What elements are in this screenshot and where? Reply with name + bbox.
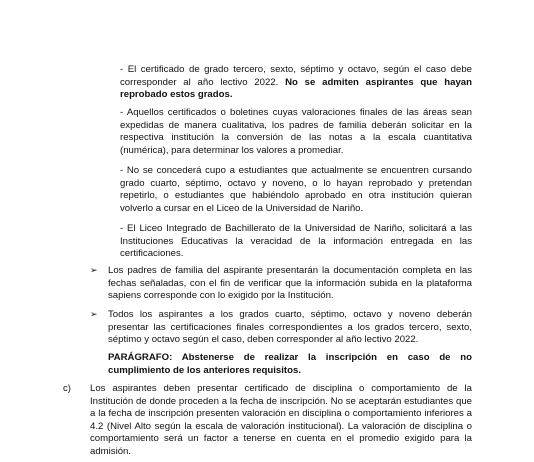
item-certificado-grados [120,64,472,102]
item-boletines: - Aquellos certificados o boletines cuyas valoraciones finales de las áreas sean expedidas de manera cualitativa, los padres de familia deberán solicitar en la respectiva institución la conversión de las notas a la escala cuantitativa (numérica), para determinar los valores a promediar. [120,107,472,156]
paragrafo-note [108,352,472,377]
bullet-arrow-icon: ➢ [90,310,98,320]
bullet-todos: Todos los aspirantes a los grados cuarto, séptimo, octavo y noveno deberán presentar las certificaciones finales correspondientes a los grados tercero, sexto, séptimo y octavo según el caso, deben corresponder al año lectivo 2022. [108,309,472,346]
bullet-arrow-icon: ➢ [90,266,98,276]
item-cupo: - No se concederá cupo a estudiantes que actualmente se encuentren cursando grado cuarto, séptimo, octavo y noveno, o lo hayan reprobado y pretendan repetirlo, o estudiantes que habiéndolo aprobado en otra institución quieran volverlo a cursar en el Liceo de la Universidad de Nariño. [120,165,472,214]
paragrafo-text: PARÁGRAFO: Abstenerse de realizar la inscripción en caso de no cumplimiento de los anteriores requisitos. [108,352,472,376]
item-liceo: - El Liceo Integrado de Bachillerato de la Universidad de Nariño, solicitará a las Instituciones Educativas la veracidad de la información entregada en las certificaciones. [120,223,472,260]
section-c-text: Los aspirantes deben presentar certificado de disciplina o comportamiento de la Institución de donde proceden a la fecha de inscripción. No se aceptarán estudiantes que a la fecha de inscripción presenten valoración en disciplina o comportamiento inferiores a 4.2 (Nivel Alto según la escala de valoración institucional). La valoración de disciplina o comportamiento será un factor a tenerse en cuenta en el promedio exigido para la admisión. [90,383,472,457]
item-certificado-grados-bold: No se admiten aspirantes que hayan reprobado estos grados. [120,76,472,101]
section-c-marker: c) [63,383,71,394]
item-certificado-grados-text: - El certificado de grado tercero, sexto, séptimo y octavo, según el caso debe corresponder al año lectivo 2022. [120,64,472,88]
bullet-padres: Los padres de familia del aspirante presentarán la documentación completa en las fechas señaladas, con el fin de verificar que la información subida en la plataforma sapiens corresponde con lo exigido por la Institución. [108,265,472,302]
